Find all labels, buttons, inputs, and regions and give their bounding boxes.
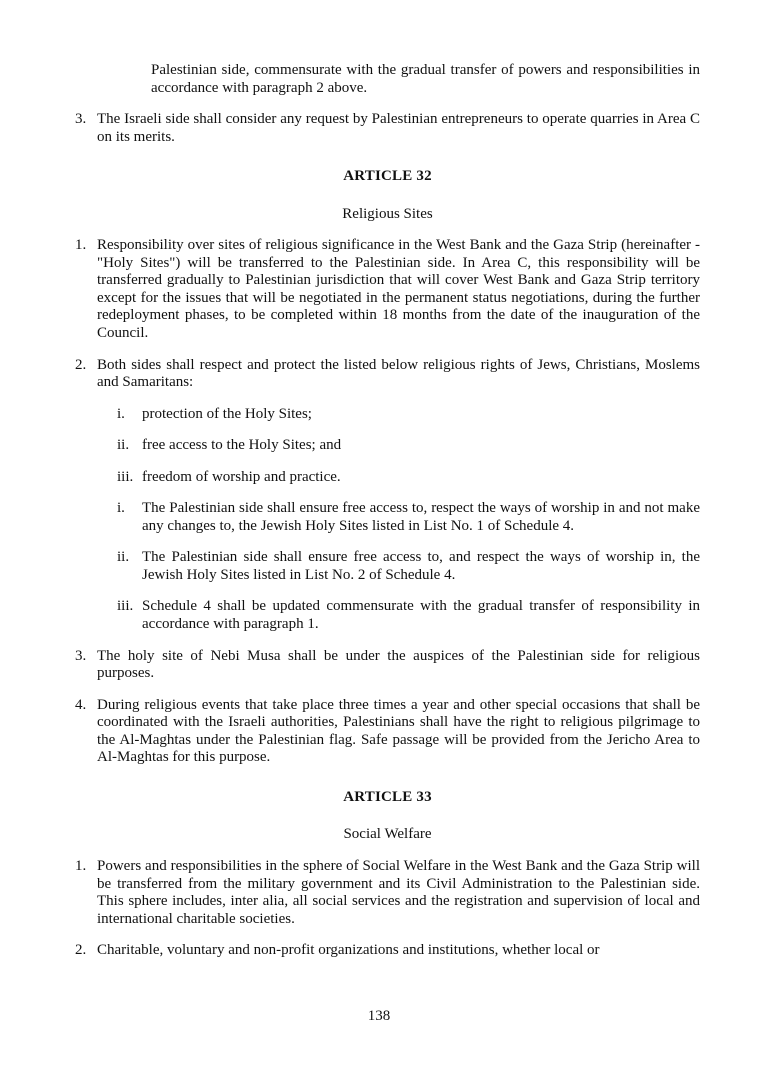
sub-item-text: Schedule 4 shall be updated commensurate with the gradual transfer of responsibility in accordance with paragraph 1. xyxy=(142,598,700,633)
sub-list-item xyxy=(117,598,700,633)
item-text: Powers and responsibilities in the sphere of Social Welfare in the West Bank and the Gaza Strip will be transferred from the military government and its Civil Administration to the Palestinian side. This sphere includes, inter alia, all social services and the registration and supervision of local and international charitable societies. xyxy=(97,857,700,927)
sub-list-item xyxy=(117,469,700,487)
item-number: 2. xyxy=(75,356,87,373)
item-text: During religious events that take place three times a year and other special occasions that shall be coordinated with the Israeli authorities, Palestinians shall have the right to religious pilgrimage to the Al-Maghtas under the Palestinian flag. Safe passage will be provided from the Jericho Area to Al-Maghtas for this purpose. xyxy=(97,696,700,766)
article-33-subheading: Social Welfare xyxy=(343,826,432,843)
sub-list-item xyxy=(117,437,700,455)
item-text: The holy site of Nebi Musa shall be under the auspices of the Palestinian side for religious purposes. xyxy=(97,647,700,682)
list-item xyxy=(75,648,700,683)
sub-item-number: ii. xyxy=(117,549,130,566)
item-number: 3. xyxy=(75,111,87,128)
article-32-subheading: Religious Sites xyxy=(342,205,433,222)
item-text: Charitable, voluntary and non-profit organizations and institutions, whether local or xyxy=(97,942,600,959)
sub-item-number: i. xyxy=(117,500,125,517)
sub-item-text: freedom of worship and practice. xyxy=(142,468,341,485)
item-number: 3. xyxy=(75,647,87,664)
sub-list-item xyxy=(117,549,700,584)
item-number: 4. xyxy=(75,696,87,713)
sub-item-text: protection of the Holy Sites; xyxy=(142,405,312,422)
page-number: 138 xyxy=(367,1008,391,1025)
list-item xyxy=(75,357,700,392)
sub-item-text: The Palestinian side shall ensure free access to, respect the ways of worship in and not make any changes to, the Jewish Holy Sites listed in List No. 1 of Schedule 4. xyxy=(142,500,700,534)
item-number: 1. xyxy=(75,857,87,874)
item-text: Responsibility over sites of religious significance in the West Bank and the Gaza Strip (hereinafter - "Holy Sites") will be transferred to the Palestinian side. In Area C, this responsibility will be transferred gradually to Palestinian jurisdiction that will cover West Bank and Gaza Strip territory except for the issues that will be negotiated in the permanent status negotiations, during the further redeployment phases, to be completed within 18 months from the date of the inauguration of the Council. xyxy=(97,237,700,342)
article-32-heading: ARTICLE 32 xyxy=(343,168,432,185)
sub-list-item xyxy=(117,406,700,424)
sub-item-number: ii. xyxy=(117,437,130,454)
item-number: 1. xyxy=(75,237,87,254)
list-item xyxy=(75,697,700,767)
sub-list-item xyxy=(117,500,700,535)
sub-item-text: free access to the Holy Sites; and xyxy=(142,437,342,454)
list-item xyxy=(75,237,700,342)
list-item xyxy=(75,858,700,928)
continuation-paragraph: Palestinian side, commensurate with the gradual transfer of powers and responsibilities in accordance with paragraph 2 above. xyxy=(151,62,700,96)
article-33-heading: ARTICLE 33 xyxy=(343,788,432,805)
list-item xyxy=(75,942,700,960)
list-item xyxy=(75,111,700,146)
item-text: The Israeli side shall consider any request by Palestinian entrepreneurs to operate quarries in Area C on its merits. xyxy=(97,111,700,145)
sub-item-number: iii. xyxy=(117,598,134,615)
sub-item-number: i. xyxy=(117,405,125,422)
item-text: Both sides shall respect and protect the listed below religious rights of Jews, Christians, Moslems and Samaritans: xyxy=(97,356,700,391)
sub-item-number: iii. xyxy=(117,468,134,485)
item-number: 2. xyxy=(75,942,87,959)
sub-item-text: The Palestinian side shall ensure free access to, and respect the ways of worship in, the Jewish Holy Sites listed in List No. 2 of Schedule 4. xyxy=(142,549,700,583)
